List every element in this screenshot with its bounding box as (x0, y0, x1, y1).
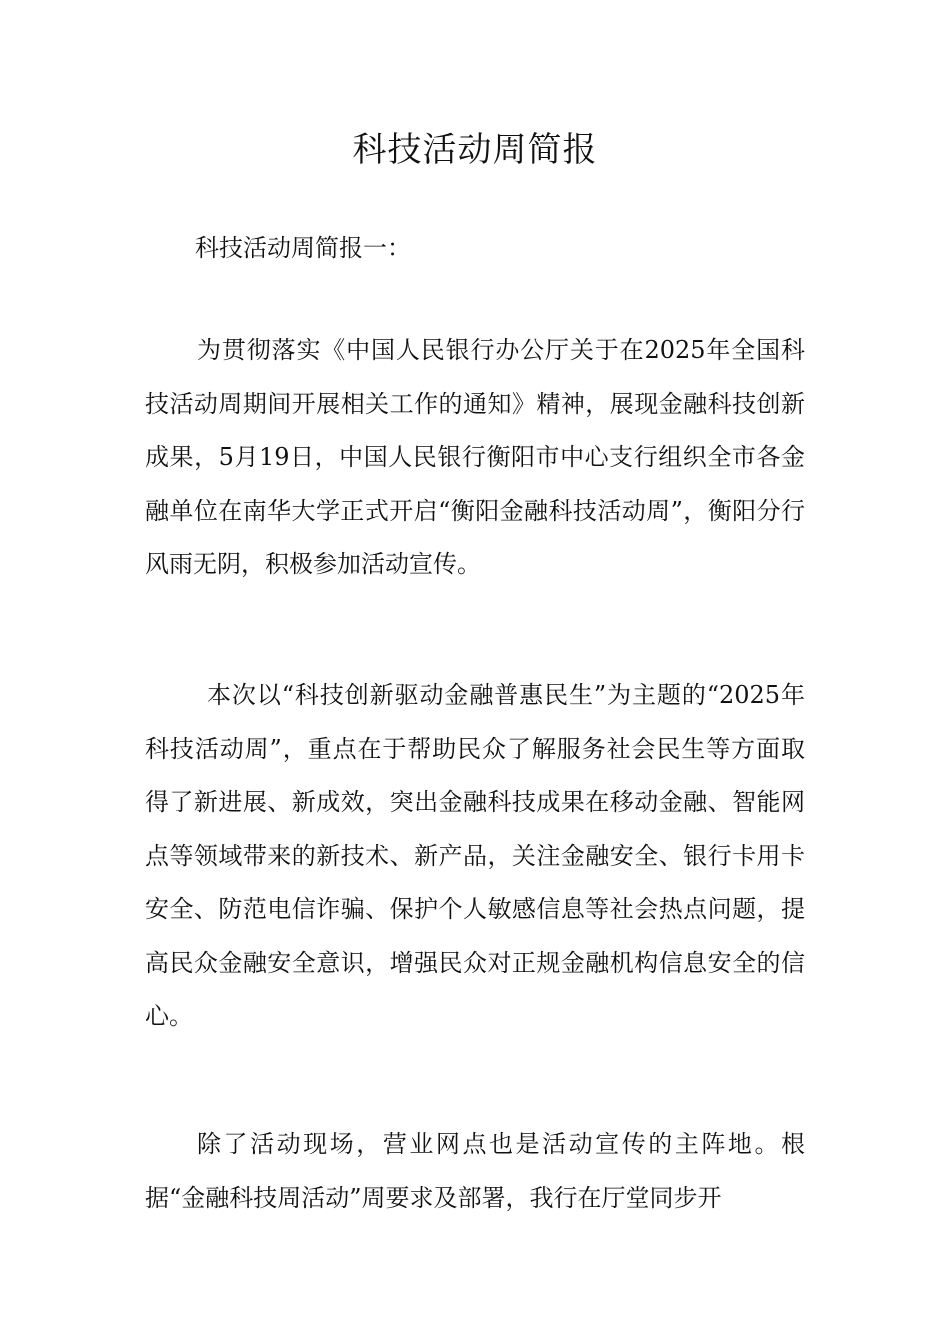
paragraph-3: 除了活动现场，营业网点也是活动宣传的主阵地。根据“金融科技周活动”周要求及部署，我行在厅堂同步开 (145, 1130, 805, 1212)
paragraph-1: 为贯彻落实《中国人民银行办公厅关于在2025年全国科技活动周期间开展相关工作的通知》精神，展现金融科技创新成果，5月19日，中国人民银行衡阳市中心支行组织全市各金融单位在南华大学正式开启“衡阳金融科技活动周”，衡阳分行风雨无阴，积极参加活动宣传。 (145, 336, 805, 578)
document-title: 科技活动周简报 (352, 130, 598, 170)
paragraph-2: 本次以“科技创新驱动金融普惠民生”为主题的“2025年科技活动周”，重点在于帮助民众了解服务社会民生等方面取得了新进展、新成效，突出金融科技成果在移动金融、智能网点等领域带来的新技术、新产品，关注金融安全、银行卡用卡安全、防范电信诈骗、保护个人敏感信息等社会热点问题，提高民众金融安全意识，增强民众对正规金融机构信息安全的信心。 (145, 681, 805, 1030)
document-subtitle: 科技活动周简报一： (195, 234, 411, 262)
